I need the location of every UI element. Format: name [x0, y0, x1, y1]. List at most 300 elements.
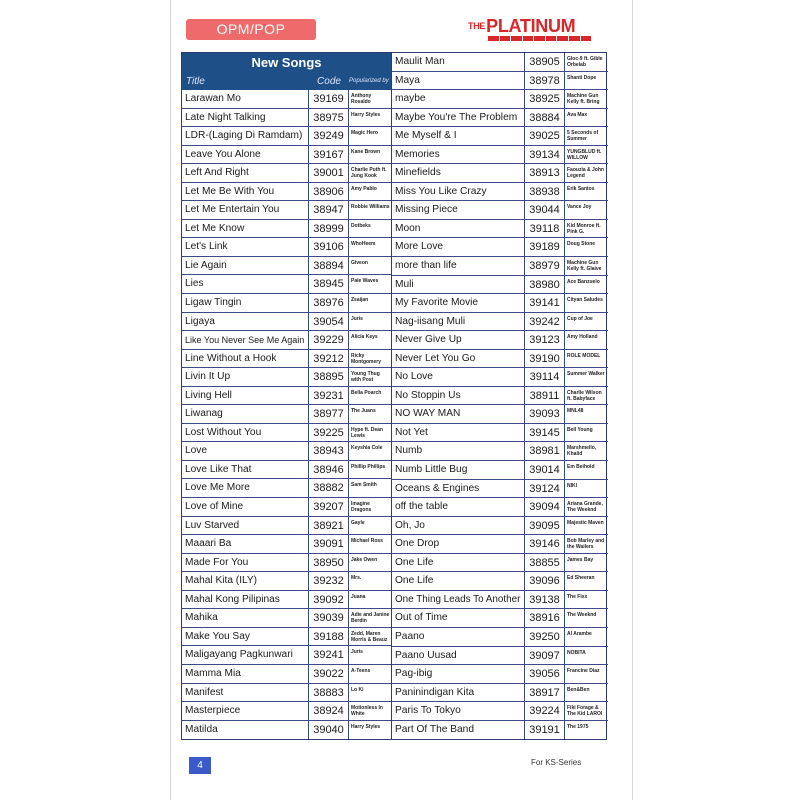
song-title: Line Without a Hook — [182, 350, 309, 368]
song-row — [392, 313, 608, 332]
song-title: Maligayang Pagkunwari — [182, 646, 309, 664]
song-row — [392, 164, 608, 183]
song-row — [182, 294, 391, 313]
series-footer: For KS-Series — [531, 758, 582, 767]
song-artist: Em Beihold — [567, 464, 595, 471]
song-title: Late Night Talking — [182, 109, 309, 127]
song-title: NO WAY MAN — [392, 405, 525, 423]
song-title: Paano — [392, 628, 525, 646]
song-code: 39056 — [525, 665, 565, 683]
song-code: 39169 — [309, 90, 349, 108]
song-artist: Amy Holland — [567, 334, 598, 341]
song-artist: NIKI — [567, 482, 577, 489]
song-code: 39039 — [309, 609, 349, 627]
song-code: 38913 — [525, 164, 565, 182]
song-artist: Motionless In White — [351, 705, 383, 718]
song-code: 38925 — [525, 90, 565, 108]
song-code: 38979 — [525, 257, 565, 275]
song-artist: Francine Diaz — [567, 668, 600, 675]
song-artist: Alicia Keys — [351, 334, 378, 341]
song-title: More Love — [392, 238, 525, 256]
song-row — [392, 684, 608, 703]
song-row — [182, 90, 391, 109]
song-artist: Sam Smith — [351, 482, 377, 489]
song-row — [182, 146, 391, 165]
song-title: Paano Uusad — [392, 647, 525, 665]
song-artist: Ed Sheeran — [567, 575, 595, 582]
song-row — [392, 201, 608, 220]
song-artist: Keyshia Cole — [351, 445, 383, 452]
song-artist: Mrs. — [351, 575, 362, 582]
song-code: 38950 — [309, 554, 349, 572]
song-title: Make You Say — [182, 628, 309, 646]
song-code: 38894 — [309, 257, 349, 275]
song-artist: Vance Joy — [567, 204, 592, 211]
song-code: 38906 — [309, 183, 349, 201]
song-artist: Robbie Williams — [351, 204, 390, 211]
song-title: Part Of The Band — [392, 721, 525, 740]
song-row — [182, 572, 391, 591]
song-title: Not Yet — [392, 424, 525, 442]
song-row — [182, 479, 391, 498]
song-row — [392, 442, 608, 461]
song-artist: Ricky Montgomery — [351, 352, 381, 365]
song-code: 38905 — [525, 53, 565, 71]
song-title: No Love — [392, 368, 525, 386]
song-row — [392, 480, 608, 499]
song-code: 38884 — [525, 109, 565, 127]
song-artist: Juris — [351, 315, 363, 322]
song-artist: The Fixx — [567, 593, 588, 600]
song-code: 39188 — [309, 628, 349, 646]
song-row — [182, 275, 391, 294]
song-code: 39225 — [309, 424, 349, 442]
song-row — [182, 220, 391, 239]
song-artist: Lo Ki — [351, 686, 364, 693]
song-artist: ROLE MODEL — [567, 352, 601, 359]
song-row — [392, 294, 608, 313]
song-artist: The Juans — [351, 408, 376, 415]
song-title: Lies — [182, 275, 309, 293]
song-artist: Giveon — [351, 259, 368, 266]
song-title: Luv Starved — [182, 517, 309, 535]
song-code: 39014 — [525, 461, 565, 479]
song-artist: The 1975 — [567, 723, 589, 730]
song-code: 39091 — [309, 535, 349, 553]
song-code: 38938 — [525, 183, 565, 201]
song-code: 39095 — [525, 517, 565, 535]
song-title: Let Me Entertain You — [182, 201, 309, 219]
song-title: maybe — [392, 90, 525, 108]
song-row — [182, 442, 391, 461]
song-row — [392, 368, 608, 387]
song-title: Nag-iisang Muli — [392, 313, 525, 331]
song-title: My Favorite Movie — [392, 294, 525, 312]
song-code: 39097 — [525, 647, 565, 665]
song-row — [392, 647, 608, 666]
song-artist: Summer Walker — [567, 371, 605, 378]
page-number-badge: 4 — [189, 757, 211, 774]
song-title: Love of Mine — [182, 498, 309, 516]
song-title: off the table — [392, 498, 525, 516]
song-artist: Charlie Puth ft. Jung Kook — [351, 167, 387, 180]
song-title: Let Me Be With You — [182, 183, 309, 201]
song-artist: Gayle — [351, 519, 365, 526]
song-title: Muli — [392, 276, 525, 294]
song-artist: Harry Styles — [351, 111, 381, 118]
song-row — [392, 331, 608, 350]
song-code: 38924 — [309, 702, 349, 720]
song-artist: 5 Seconds of Summer — [567, 130, 599, 143]
song-row — [182, 127, 391, 146]
song-row — [182, 368, 391, 387]
song-row — [392, 591, 608, 610]
song-artist: Hype ft. Dean Lewis — [351, 426, 383, 439]
song-row — [392, 721, 608, 740]
song-code: 38855 — [525, 554, 565, 572]
song-artist: The Weeknd — [567, 612, 597, 619]
song-code: 38916 — [525, 609, 565, 627]
song-title: One Drop — [392, 535, 525, 553]
song-row — [392, 535, 608, 554]
song-row — [392, 127, 608, 146]
song-row — [392, 257, 608, 276]
song-title: Ligaya — [182, 313, 309, 331]
song-title: Let Me Know — [182, 220, 309, 238]
song-artist: Michael Ross — [351, 538, 383, 545]
song-code: 39141 — [525, 294, 565, 312]
song-artist: Kane Brown — [351, 148, 381, 155]
song-artist: Dotbeks — [351, 222, 371, 229]
logo-underline-stripes — [488, 36, 591, 41]
song-code: 38977 — [309, 405, 349, 423]
song-artist: WhoHeem — [351, 241, 376, 248]
song-title: Moon — [392, 220, 525, 238]
song-row — [182, 405, 391, 424]
song-title: Lie Again — [182, 257, 309, 275]
song-code: 39124 — [525, 480, 565, 498]
song-row — [392, 387, 608, 406]
song-code: 38946 — [309, 461, 349, 479]
song-artist: Marshmello, Khalid — [567, 445, 597, 458]
song-artist: Phillip Phillips — [351, 463, 386, 470]
song-row — [392, 109, 608, 128]
song-artist: Fiki Forage & The Kid LAROI — [567, 705, 603, 718]
song-code: 39242 — [525, 313, 565, 331]
song-row — [392, 53, 608, 72]
song-title: One Thing Leads To Another — [392, 591, 525, 609]
song-artist: Shanti Dope — [567, 74, 597, 81]
song-row — [392, 461, 608, 480]
song-artist: Machine Gun Kelly ft. Bring — [567, 93, 600, 106]
song-code: 39145 — [525, 424, 565, 442]
song-row — [392, 517, 608, 536]
song-artist: James Bay — [567, 556, 594, 563]
song-title: Livin It Up — [182, 368, 309, 386]
song-code: 39123 — [525, 331, 565, 349]
song-code: 38976 — [309, 294, 349, 312]
song-title: Missing Piece — [392, 201, 525, 219]
song-code: 39118 — [525, 220, 565, 238]
song-row — [182, 164, 391, 183]
song-artist: Doug Stone — [567, 241, 596, 248]
song-row — [392, 276, 608, 295]
song-artist: Ace Banzuelo — [567, 278, 600, 285]
song-title: Maya — [392, 72, 525, 90]
song-code: 39224 — [525, 702, 565, 720]
song-code: 39001 — [309, 164, 349, 182]
song-title: Mahika — [182, 609, 309, 627]
song-artist: Bell Young — [567, 426, 593, 433]
song-row — [182, 554, 391, 573]
song-artist: Pale Waves — [351, 278, 379, 285]
song-artist: Bella Poarch — [351, 389, 382, 396]
song-code: 38980 — [525, 276, 565, 294]
song-column-left — [182, 53, 392, 739]
song-title: Me Myself & I — [392, 127, 525, 145]
song-row — [392, 183, 608, 202]
song-row — [182, 313, 391, 332]
song-row — [182, 350, 391, 369]
song-row — [392, 665, 608, 684]
song-title: One Life — [392, 572, 525, 590]
song-code: 39134 — [525, 146, 565, 164]
song-title: Mahal Kita (ILY) — [182, 572, 309, 590]
song-title: Numb Little Bug — [392, 461, 525, 479]
song-artist: Machine Gun Kelly ft. Glaive — [567, 260, 602, 273]
song-title: Mamma Mia — [182, 665, 309, 683]
section-title: New Songs — [182, 53, 391, 73]
song-row — [182, 201, 391, 220]
song-code: 39191 — [525, 721, 565, 740]
song-artist: Juris — [351, 649, 363, 656]
song-row — [182, 721, 391, 740]
song-title: Masterpiece — [182, 702, 309, 720]
song-title: Manifest — [182, 684, 309, 702]
song-row — [392, 72, 608, 91]
song-title: Paris To Tokyo — [392, 702, 525, 720]
song-artist: Imagine Dragons — [351, 501, 372, 514]
song-code: 39241 — [309, 646, 349, 664]
song-row — [182, 498, 391, 517]
songbook-page — [170, 0, 633, 800]
song-artist: Cup of Joe — [567, 315, 593, 322]
song-artist: Adie and Janine Berdin — [351, 612, 390, 625]
song-artist: Amy Pablo — [351, 185, 377, 192]
song-row — [182, 535, 391, 554]
song-artist: Bob Marley and the Wailers — [567, 538, 605, 551]
song-code: 39094 — [525, 498, 565, 516]
song-code: 38921 — [309, 517, 349, 535]
song-row — [392, 424, 608, 443]
song-row — [392, 702, 608, 721]
song-row — [182, 424, 391, 443]
header-title: Title — [186, 76, 205, 87]
song-code: 39096 — [525, 572, 565, 590]
platinum-logo — [468, 17, 593, 43]
song-artist: Ariana Grande, The Weeknd — [567, 501, 603, 514]
song-row — [392, 628, 608, 647]
category-badge: OPM/POP — [186, 19, 316, 40]
logo-prefix: THE — [468, 21, 486, 31]
song-code: 38911 — [525, 387, 565, 405]
song-code: 38999 — [309, 220, 349, 238]
song-title: Let's Link — [182, 238, 309, 256]
song-code: 39190 — [525, 350, 565, 368]
song-title: Minefields — [392, 164, 525, 182]
song-artist: Young Thug with Post — [351, 371, 380, 384]
song-row — [392, 90, 608, 109]
song-artist: Al Arambe — [567, 630, 592, 637]
song-row — [182, 331, 391, 350]
song-artist: NOBITA — [567, 649, 586, 656]
song-title: Love — [182, 442, 309, 460]
song-title: Made For You — [182, 554, 309, 572]
song-title: No Stoppin Us — [392, 387, 525, 405]
song-title: Lost Without You — [182, 424, 309, 442]
song-artist: A-Teens — [351, 667, 371, 674]
song-title: Memories — [392, 146, 525, 164]
song-artist: Zsaijan — [351, 297, 369, 304]
song-title: Maulit Man — [392, 53, 525, 71]
song-code: 38981 — [525, 442, 565, 460]
song-code: 38895 — [309, 368, 349, 386]
song-code: 39232 — [309, 572, 349, 590]
song-row — [392, 220, 608, 239]
song-row — [392, 609, 608, 628]
song-code: 39106 — [309, 238, 349, 256]
song-title: Never Let You Go — [392, 350, 525, 368]
song-artist: Juana — [351, 593, 366, 600]
song-code: 39114 — [525, 368, 565, 386]
song-code: 39054 — [309, 313, 349, 331]
song-title: Mahal Kong Pilipinas — [182, 591, 309, 609]
header-code: Code — [317, 76, 341, 87]
song-row — [182, 591, 391, 610]
song-row — [182, 257, 391, 276]
song-artist: Zedd, Maren Morris & Beauz — [351, 630, 388, 643]
song-code: 38917 — [525, 684, 565, 702]
song-code: 39167 — [309, 146, 349, 164]
song-artist: MNL48 — [567, 408, 584, 415]
song-row — [182, 628, 391, 647]
song-row — [182, 461, 391, 480]
song-code: 39025 — [525, 127, 565, 145]
song-row — [392, 350, 608, 369]
song-title: more than life — [392, 257, 525, 275]
song-artist: Anthony Rosaldo — [351, 93, 372, 105]
song-title: Love Me More — [182, 479, 309, 497]
song-code: 39231 — [309, 387, 349, 405]
song-row — [182, 387, 391, 406]
song-code: 39249 — [309, 127, 349, 145]
song-title: Love Like That — [182, 461, 309, 479]
song-artist: Harry Styles — [351, 723, 381, 730]
song-title: Out of Time — [392, 609, 525, 627]
song-title: LDR-(Laging Di Ramdam) — [182, 127, 309, 145]
song-artist: Faouzia & John Legend — [567, 167, 604, 180]
song-code: 39093 — [525, 405, 565, 423]
song-title: Miss You Like Crazy — [392, 183, 525, 201]
song-artist: YUNGBLUD ft. WILLOW — [567, 148, 602, 161]
song-title: Like You Never See Me Again — [182, 331, 309, 349]
song-artist: Cityan Saludes — [567, 297, 603, 304]
song-code: 39207 — [309, 498, 349, 516]
song-title: Oh, Jo — [392, 517, 525, 535]
song-row — [182, 684, 391, 703]
song-row — [182, 109, 391, 128]
song-code: 38947 — [309, 201, 349, 219]
song-title: Never Give Up — [392, 331, 525, 349]
song-row — [392, 146, 608, 165]
song-title: Matilda — [182, 721, 309, 740]
song-code: 38945 — [309, 275, 349, 293]
song-code: 39146 — [525, 535, 565, 553]
song-code: 39229 — [309, 331, 349, 349]
song-row — [392, 238, 608, 257]
song-artist: Kid Monroe ft. Pink G. — [567, 222, 601, 235]
song-artist: Erik Santos — [567, 185, 595, 192]
song-code: 39250 — [525, 628, 565, 646]
song-title: Pag-ibig — [392, 665, 525, 683]
song-column-right — [392, 53, 608, 739]
song-row — [392, 572, 608, 591]
song-title: Maaari Ba — [182, 535, 309, 553]
song-artist: Majestic Maven — [567, 519, 604, 526]
song-title: Oceans & Engines — [392, 480, 525, 498]
song-code: 39022 — [309, 665, 349, 683]
song-row — [182, 238, 391, 257]
song-title: Liwanag — [182, 405, 309, 423]
header-artist: Popularized by — [349, 78, 389, 84]
song-artist: Ava Max — [567, 111, 588, 118]
song-title: Numb — [392, 442, 525, 460]
song-code: 38978 — [525, 72, 565, 90]
song-artist: Jake Owen — [351, 556, 378, 563]
column-headers — [182, 73, 391, 90]
song-artist: Ben&Ben — [567, 686, 590, 693]
song-code: 38882 — [309, 479, 349, 497]
song-title: Paninindigan Kita — [392, 684, 525, 702]
song-code: 39044 — [525, 201, 565, 219]
song-artist: Magic Hero — [351, 130, 378, 137]
song-title: Left And Right — [182, 164, 309, 182]
song-code: 39138 — [525, 591, 565, 609]
song-artist: Gloc-9 ft. Gible Orbelab — [567, 56, 603, 68]
song-code: 39212 — [309, 350, 349, 368]
song-artist: Charlie Wilson ft. Babyface — [567, 389, 602, 402]
song-code: 38975 — [309, 109, 349, 127]
song-code: 38883 — [309, 684, 349, 702]
song-title: Larawan Mo — [182, 90, 309, 108]
song-table — [181, 52, 607, 740]
song-row — [182, 517, 391, 536]
song-title: Living Hell — [182, 387, 309, 405]
song-row — [182, 609, 391, 628]
song-title: Ligaw Tingin — [182, 294, 309, 312]
song-title: Maybe You're The Problem — [392, 109, 525, 127]
song-row — [182, 702, 391, 721]
song-row — [392, 554, 608, 573]
song-row — [392, 498, 608, 517]
song-code: 39040 — [309, 721, 349, 740]
song-code: 38943 — [309, 442, 349, 460]
song-row — [392, 405, 608, 424]
song-row — [182, 646, 391, 665]
song-row — [182, 665, 391, 684]
logo-wordmark — [468, 17, 593, 35]
song-title: One Life — [392, 554, 525, 572]
